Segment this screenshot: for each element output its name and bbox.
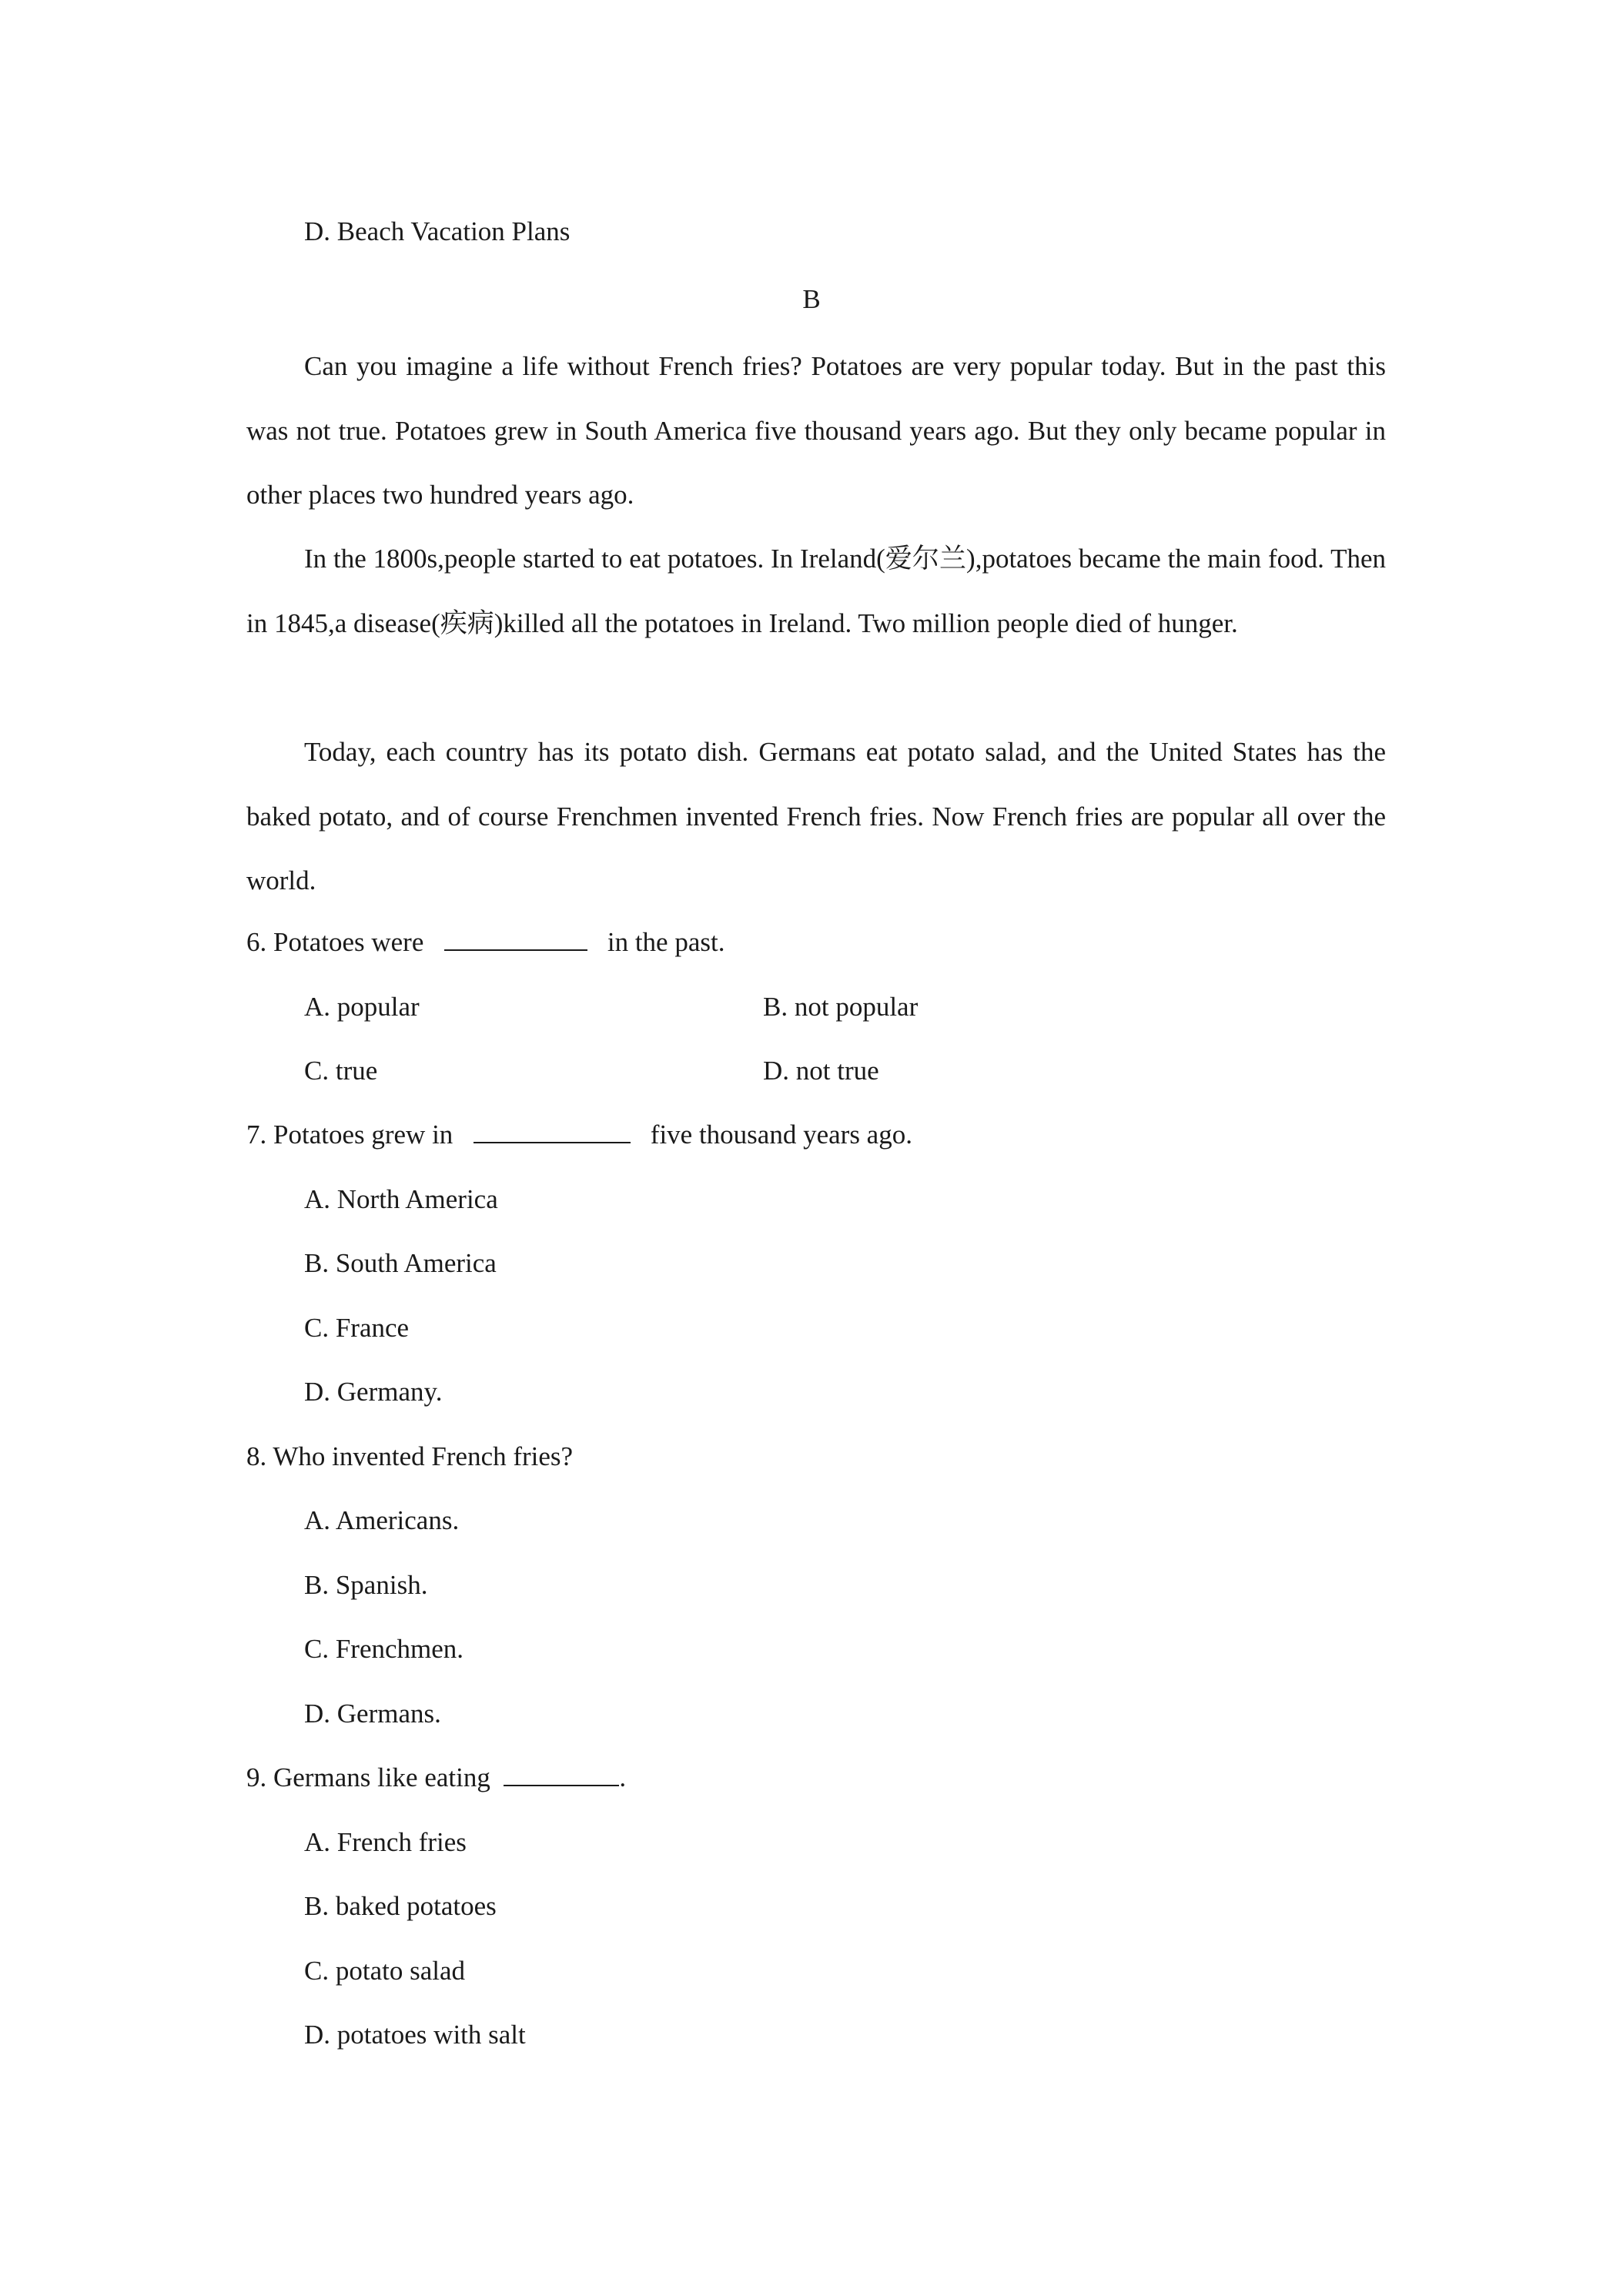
question-9-text-before: Germans like eating [273, 1762, 490, 1792]
question-9-option-d[interactable]: D. potatoes with salt [304, 2020, 526, 2050]
question-7-stem [246, 1116, 912, 1154]
question-9-option-b[interactable]: B. baked potatoes [304, 1891, 497, 1921]
passage-paragraph-1 [246, 334, 1386, 527]
passage-paragraph-3 [246, 720, 1386, 913]
question-7-option-c[interactable]: C. France [304, 1313, 410, 1343]
question-6-option-b[interactable]: B. not popular [763, 992, 919, 1022]
question-9-number: 9. [246, 1762, 267, 1792]
question-7-option-a[interactable]: A. North America [304, 1184, 498, 1214]
section-label: B [802, 284, 821, 314]
answer-blank-7[interactable] [474, 1116, 631, 1143]
question-8-option-b[interactable]: B. Spanish. [304, 1570, 428, 1600]
question-8-option-a[interactable]: A. Americans. [304, 1505, 460, 1535]
previous-option-d: D. Beach Vacation Plans [304, 216, 571, 246]
question-6-option-a[interactable]: A. popular [304, 992, 420, 1022]
question-6-stem [246, 923, 724, 962]
question-9-option-c[interactable]: C. potato salad [304, 1956, 465, 1986]
question-8-text: Who invented French fries? [273, 1441, 574, 1471]
question-6-option-d[interactable]: D. not true [763, 1056, 879, 1086]
question-7-option-d[interactable]: D. Germany. [304, 1377, 443, 1407]
passage-paragraph-3-text: Today, each country has its potato dish. Germans eat potato salad, and the United States has the baked potato, and of course Frenchmen invented French fries. Now French fries are popular all over the world. [246, 737, 1386, 895]
question-6-number: 6. [246, 927, 267, 957]
question-8-option-d[interactable]: D. Germans. [304, 1699, 441, 1729]
answer-blank-9[interactable] [504, 1759, 619, 1786]
question-9-option-a[interactable]: A. French fries [304, 1827, 467, 1857]
question-7-option-b[interactable]: B. South America [304, 1248, 497, 1278]
question-6-text-after: in the past. [607, 927, 725, 957]
question-8-number: 8. [246, 1441, 267, 1471]
passage-paragraph-2-text: In the 1800s,people started to eat potatoes. In Ireland(爱尔兰),potatoes became the main food. Then in 1845,a disease(疾病)killed all the potatoes in Ireland. Two million people died of hunger. [246, 544, 1386, 638]
question-6-text-before: Potatoes were [273, 927, 424, 957]
question-8-stem [246, 1438, 573, 1476]
question-7-text-before: Potatoes grew in [273, 1120, 453, 1150]
passage-paragraph-1-text: Can you imagine a life without French fries? Potatoes are very popular today. But in the past this was not true. Potatoes grew in South America five thousand years ago. But they only became popular in other places two hundred years ago. [246, 351, 1386, 510]
question-7-number: 7. [246, 1120, 267, 1150]
answer-blank-6[interactable] [444, 923, 587, 951]
question-6-option-c[interactable]: C. true [304, 1056, 378, 1086]
question-7-text-after: five thousand years ago. [650, 1120, 912, 1150]
question-9-text-after: . [619, 1762, 627, 1792]
question-8-option-c[interactable]: C. Frenchmen. [304, 1634, 464, 1664]
question-9-stem [246, 1759, 626, 1797]
passage-paragraph-2 [246, 527, 1386, 655]
